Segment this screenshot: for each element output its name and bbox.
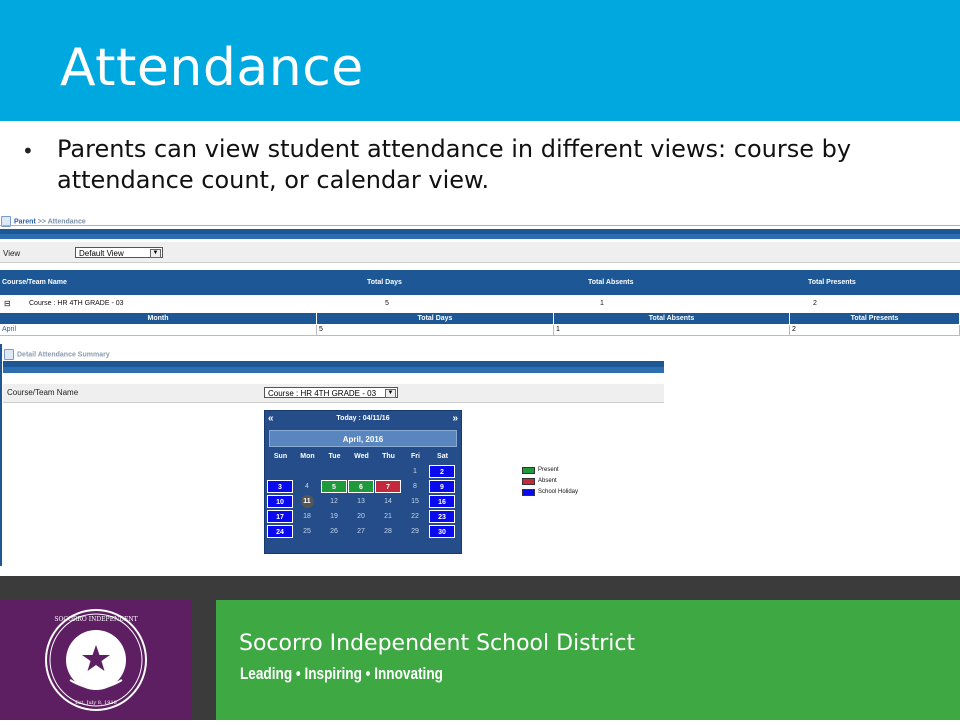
expand-toggle-icon[interactable]: ⊟ <box>4 299 11 308</box>
col-header-total-absents: Total Absents <box>588 279 634 286</box>
calendar-day-number: 16 <box>438 499 446 506</box>
month-total-days-header: Total Days <box>317 313 554 324</box>
calendar-day-19[interactable] <box>321 510 347 523</box>
calendar-day-27[interactable] <box>348 525 374 538</box>
divider <box>0 335 960 336</box>
calendar-month-title: April, 2016 <box>269 430 457 447</box>
weekday-header: Tue <box>328 453 341 460</box>
calendar-day-number: 4 <box>305 483 309 490</box>
detail-stripe <box>3 361 664 373</box>
attendance-calendar <box>264 410 462 554</box>
portal-screenshot <box>0 208 960 568</box>
bullet-marker: • <box>22 139 34 163</box>
calendar-day-number: 6 <box>359 484 363 491</box>
table-row <box>0 296 960 311</box>
calendar-day-number: 21 <box>384 513 392 520</box>
calendar-day-28[interactable] <box>375 525 401 538</box>
calendar-day-number: 25 <box>303 528 311 535</box>
month-total-presents: 2 <box>790 325 960 335</box>
calendar-day-number: 23 <box>438 514 446 521</box>
district-motto: Leading • Inspiring • Innovating <box>240 664 443 683</box>
footer-gap <box>192 600 216 720</box>
footer-divider <box>0 576 960 600</box>
calendar-day-17[interactable] <box>267 510 293 523</box>
calendar-day-23[interactable] <box>429 510 455 523</box>
calendar-day-20[interactable] <box>348 510 374 523</box>
calendar-day-12[interactable] <box>321 495 347 508</box>
calendar-day-number: 27 <box>357 528 365 535</box>
calendar-day-15[interactable] <box>402 495 428 508</box>
prev-month-icon[interactable]: « <box>268 413 274 424</box>
col-header-total-days: Total Days <box>367 279 402 286</box>
divider <box>0 225 960 226</box>
month-total-days: 5 <box>317 325 554 335</box>
calendar-day-number: 7 <box>386 484 390 491</box>
calendar-day-24[interactable] <box>267 525 293 538</box>
calendar-day-number: 20 <box>357 513 365 520</box>
legend-swatch-present <box>522 467 535 474</box>
calendar-day-number: 24 <box>276 529 284 536</box>
chevron-down-icon: ▼ <box>150 249 161 258</box>
calendar-day-2[interactable] <box>429 465 455 478</box>
calendar-day-number: 22 <box>411 513 419 520</box>
calendar-day-number: 18 <box>303 513 311 520</box>
summary-table-header <box>0 270 960 295</box>
svg-text:SOCORRO INDEPENDENT: SOCORRO INDEPENDENT <box>54 616 138 623</box>
month-total-absents: 1 <box>554 325 790 335</box>
weekday-header: Fri <box>411 453 420 460</box>
course-select[interactable] <box>264 387 398 398</box>
calendar-day-11[interactable] <box>294 495 320 508</box>
breadcrumb-parent-link[interactable]: Parent <box>14 218 36 226</box>
calendar-day-number: 28 <box>384 528 392 535</box>
weekday-header: Sun <box>273 453 288 460</box>
slide-title: Attendance <box>60 38 364 98</box>
footer-logo-panel <box>0 600 192 720</box>
calendar-day-number: 5 <box>332 484 336 491</box>
calendar-day-number: 13 <box>357 498 365 505</box>
view-label: View <box>3 249 21 258</box>
month-link[interactable]: April <box>0 325 317 335</box>
calendar-day-30[interactable] <box>429 525 455 538</box>
legend-swatch-holiday <box>522 489 535 496</box>
calendar-day-7[interactable] <box>375 480 401 493</box>
calendar-day-number: 12 <box>330 498 338 505</box>
calendar-day-number: 14 <box>384 498 392 505</box>
weekday-header: Sat <box>437 453 448 460</box>
page-icon <box>4 349 14 360</box>
course-filter-label: Course/Team Name <box>7 388 79 397</box>
calendar-day-14[interactable] <box>375 495 401 508</box>
calendar-day-13[interactable] <box>348 495 374 508</box>
calendar-day-6[interactable] <box>348 480 374 493</box>
legend-swatch-absent <box>522 478 535 485</box>
footer-brand-panel <box>216 600 960 720</box>
calendar-day-number: 26 <box>330 528 338 535</box>
calendar-day-8[interactable] <box>402 480 428 493</box>
calendar-day-18[interactable] <box>294 510 320 523</box>
month-total-absents-header: Total Absents <box>554 313 790 324</box>
calendar-day-number: 1 <box>413 468 417 475</box>
view-select-value: Default View <box>79 249 124 258</box>
district-seal-icon <box>0 600 192 720</box>
calendar-day-number: 3 <box>278 484 282 491</box>
calendar-day-22[interactable] <box>402 510 428 523</box>
calendar-day-25[interactable] <box>294 525 320 538</box>
calendar-day-number: 8 <box>413 483 417 490</box>
calendar-day-4[interactable] <box>294 480 320 493</box>
detail-title: Detail Attendance Summary <box>17 351 110 359</box>
calendar-day-16[interactable] <box>429 495 455 508</box>
next-month-icon[interactable]: » <box>452 413 458 424</box>
view-select[interactable] <box>75 247 163 258</box>
legend-label-absent: Absent <box>538 478 557 484</box>
calendar-day-5[interactable] <box>321 480 347 493</box>
svg-text:Est. July 8, 1918: Est. July 8, 1918 <box>75 700 117 706</box>
calendar-today[interactable]: Today : 04/11/16 <box>336 415 390 422</box>
calendar-day-21[interactable] <box>375 510 401 523</box>
weekday-header: Thu <box>382 453 395 460</box>
calendar-day-3[interactable] <box>267 480 293 493</box>
calendar-day-number: 30 <box>438 529 446 536</box>
col-header-course: Course/Team Name <box>2 279 67 286</box>
calendar-day-number: 15 <box>411 498 419 505</box>
breadcrumb-separator: >> <box>37 218 46 226</box>
legend-label-present: Present <box>538 467 559 473</box>
weekday-header: Mon <box>300 453 315 460</box>
chevron-down-icon: ▼ <box>385 389 396 398</box>
calendar-day-9[interactable] <box>429 480 455 493</box>
calendar-day-number: 11 <box>301 495 314 508</box>
calendar-day-number: 9 <box>440 484 444 491</box>
calendar-day-number: 29 <box>411 528 419 535</box>
calendar-day-number: 17 <box>276 514 284 521</box>
calendar-day-number: 19 <box>330 513 338 520</box>
calendar-day-1[interactable] <box>402 465 428 478</box>
col-header-total-presents: Total Presents <box>808 279 856 286</box>
course-select-value: Course : HR 4TH GRADE - 03 <box>268 389 377 398</box>
legend-label-holiday: School Holiday <box>538 489 579 495</box>
calendar-day-number: 2 <box>440 469 444 476</box>
total-absents: 1 <box>600 300 604 307</box>
bullet-text: Parents can view student attendance in different views: course by attendance count, or calendar view. <box>57 135 852 194</box>
district-name: Socorro Independent School District <box>239 631 636 656</box>
course-name: Course : HR 4TH GRADE - 03 <box>29 300 124 307</box>
month-col-header: Month <box>0 313 317 324</box>
left-rule <box>0 344 2 566</box>
weekday-header: Wed <box>354 453 369 460</box>
total-days: 5 <box>385 300 389 307</box>
total-presents: 2 <box>813 300 817 307</box>
calendar-day-26[interactable] <box>321 525 347 538</box>
month-total-presents-header: Total Presents <box>790 313 960 324</box>
calendar-day-number: 10 <box>276 499 284 506</box>
detail-heading <box>4 349 110 360</box>
breadcrumb-current: Attendance <box>47 218 86 226</box>
header-stripe <box>0 229 960 239</box>
calendar-day-10[interactable] <box>267 495 293 508</box>
calendar-day-29[interactable] <box>402 525 428 538</box>
